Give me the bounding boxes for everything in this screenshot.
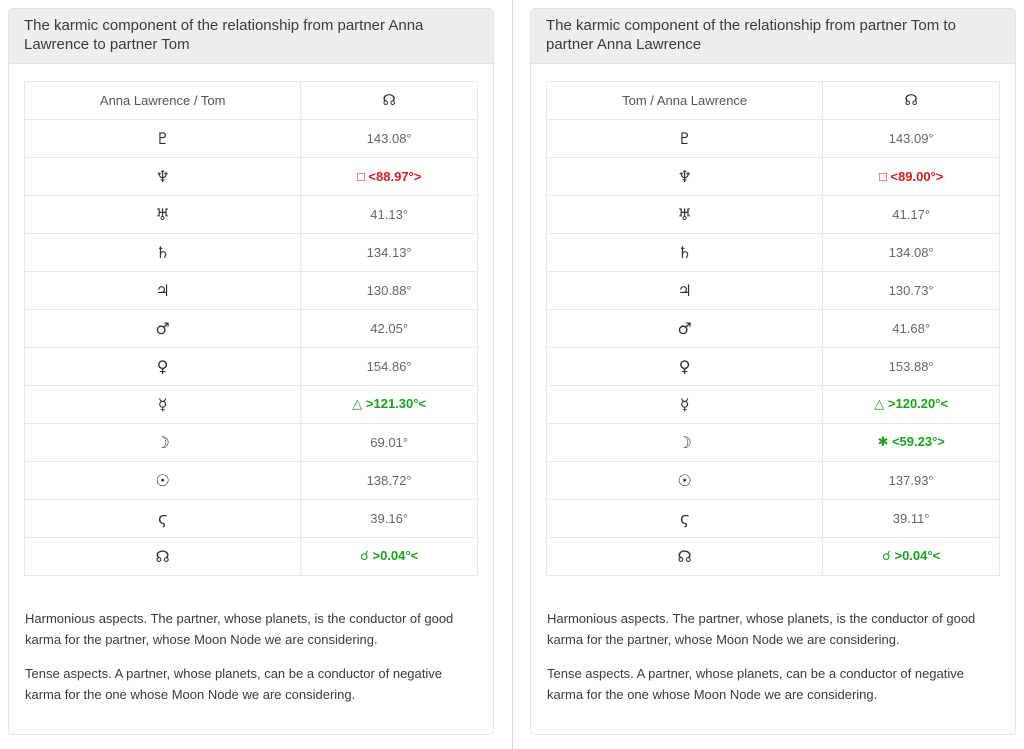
aspect-value-cell: 154.86°	[301, 347, 478, 385]
table-row	[25, 195, 478, 233]
panel-body	[531, 64, 1015, 734]
aspect-value-cell: 39.11°	[823, 499, 1000, 537]
aspect-value-cell: 41.68°	[823, 309, 1000, 347]
table-body	[547, 119, 1000, 575]
planet-symbol-cell: ♅	[547, 195, 823, 233]
panel-title: The karmic component of the relationship from partner Tom to partner Anna Lawrence	[546, 17, 956, 53]
aspect-value-cell: 143.09°	[823, 119, 1000, 157]
planet-symbol-cell: ♆	[547, 157, 823, 195]
aspect-value-cell: 39.16°	[301, 499, 478, 537]
harmonious-aspects-note: Harmonious aspects. The partner, whose planets, is the conductor of good karma for the partner, whose Moon Node we are considering.	[547, 610, 976, 647]
aspect-value-cell: 138.72°	[301, 461, 478, 499]
planet-symbol-cell: ☊	[547, 537, 823, 575]
table-row	[547, 119, 1000, 157]
planet-symbol-cell: ♀	[547, 347, 823, 385]
footer-notes	[24, 608, 478, 705]
table-row	[547, 385, 1000, 423]
table-head	[25, 81, 478, 119]
right-column	[512, 0, 1024, 749]
panel-title: The karmic component of the relationship from partner Anna Lawrence to partner Tom	[24, 17, 424, 53]
planet-symbol-cell: ϛ	[547, 499, 823, 537]
planet-symbol-cell: ♂	[547, 309, 823, 347]
panel-header	[531, 9, 1015, 64]
aspect-value-cell: ✱ <59.23°>	[823, 423, 1000, 461]
aspect-value-cell: ☌ >0.04°<	[823, 537, 1000, 575]
table-row	[25, 461, 478, 499]
table-row	[547, 195, 1000, 233]
table-row	[547, 423, 1000, 461]
aspect-value-cell: 137.93°	[823, 461, 1000, 499]
aspect-value-cell: 143.08°	[301, 119, 478, 157]
planet-symbol-cell: ♇	[25, 119, 301, 157]
table-row	[547, 233, 1000, 271]
aspect-value-cell: □ <88.97°>	[301, 157, 478, 195]
table-row	[547, 499, 1000, 537]
table-row	[25, 309, 478, 347]
table-row	[25, 537, 478, 575]
table-row	[25, 271, 478, 309]
table-row	[25, 157, 478, 195]
aspect-value-cell: 69.01°	[301, 423, 478, 461]
aspects-table	[24, 81, 478, 576]
planet-symbol-cell: ♅	[25, 195, 301, 233]
pair-header-cell: Tom / Anna Lawrence	[547, 81, 823, 119]
table-row	[547, 347, 1000, 385]
aspect-value-cell: 134.13°	[301, 233, 478, 271]
harmonious-aspects-note: Harmonious aspects. The partner, whose planets, is the conductor of good karma for the partner, whose Moon Node we are considering.	[25, 610, 454, 647]
planet-symbol-cell: ♃	[25, 271, 301, 309]
aspect-value-cell: 134.08°	[823, 233, 1000, 271]
table-head	[547, 81, 1000, 119]
planet-symbol-cell: ♃	[547, 271, 823, 309]
north-node-icon: ☊	[301, 81, 478, 119]
planet-symbol-cell: ☽	[547, 423, 823, 461]
table-row	[25, 347, 478, 385]
planet-symbol-cell: ☉	[25, 461, 301, 499]
table-row	[547, 271, 1000, 309]
north-node-icon: ☊	[823, 81, 1000, 119]
planet-symbol-cell: ♆	[25, 157, 301, 195]
tense-aspects-note: Tense aspects. A partner, whose planets, can be a conductor of negative karma for the one whose Moon Node we are considering.	[25, 665, 442, 702]
aspect-value-cell: 41.17°	[823, 195, 1000, 233]
aspect-value-cell: 153.88°	[823, 347, 1000, 385]
tense-aspects-note: Tense aspects. A partner, whose planets, can be a conductor of negative karma for the one whose Moon Node we are considering.	[547, 665, 964, 702]
aspects-table	[546, 81, 1000, 576]
table-header-row	[547, 81, 1000, 119]
planet-symbol-cell: ☊	[25, 537, 301, 575]
planet-symbol-cell: ϛ	[25, 499, 301, 537]
planet-symbol-cell: ♄	[547, 233, 823, 271]
table-row	[547, 537, 1000, 575]
aspect-value-cell: 41.13°	[301, 195, 478, 233]
planet-symbol-cell: ♇	[547, 119, 823, 157]
aspect-value-cell: △ >121.30°<	[301, 385, 478, 423]
aspect-value-cell: 130.88°	[301, 271, 478, 309]
pair-header-cell: Anna Lawrence / Tom	[25, 81, 301, 119]
table-header-row	[25, 81, 478, 119]
planet-symbol-cell: ♂	[25, 309, 301, 347]
aspect-value-cell: 130.73°	[823, 271, 1000, 309]
planet-symbol-cell: ☿	[25, 385, 301, 423]
table-row	[547, 157, 1000, 195]
aspect-value-cell: ☌ >0.04°<	[301, 537, 478, 575]
footer-notes	[546, 608, 1000, 705]
karmic-panel-right	[530, 8, 1016, 735]
panel-body	[9, 64, 493, 734]
planet-symbol-cell: ☉	[547, 461, 823, 499]
planet-symbol-cell: ♄	[25, 233, 301, 271]
aspect-value-cell: □ <89.00°>	[823, 157, 1000, 195]
aspect-value-cell: 42.05°	[301, 309, 478, 347]
karmic-panel-left	[8, 8, 494, 735]
table-row	[25, 423, 478, 461]
planet-symbol-cell: ☽	[25, 423, 301, 461]
planet-symbol-cell: ♀	[25, 347, 301, 385]
table-body	[25, 119, 478, 575]
panel-header	[9, 9, 493, 64]
planet-symbol-cell: ☿	[547, 385, 823, 423]
table-row	[547, 309, 1000, 347]
table-row	[25, 119, 478, 157]
table-row	[25, 233, 478, 271]
table-row	[25, 499, 478, 537]
table-row	[25, 385, 478, 423]
table-row	[547, 461, 1000, 499]
aspect-value-cell: △ >120.20°<	[823, 385, 1000, 423]
